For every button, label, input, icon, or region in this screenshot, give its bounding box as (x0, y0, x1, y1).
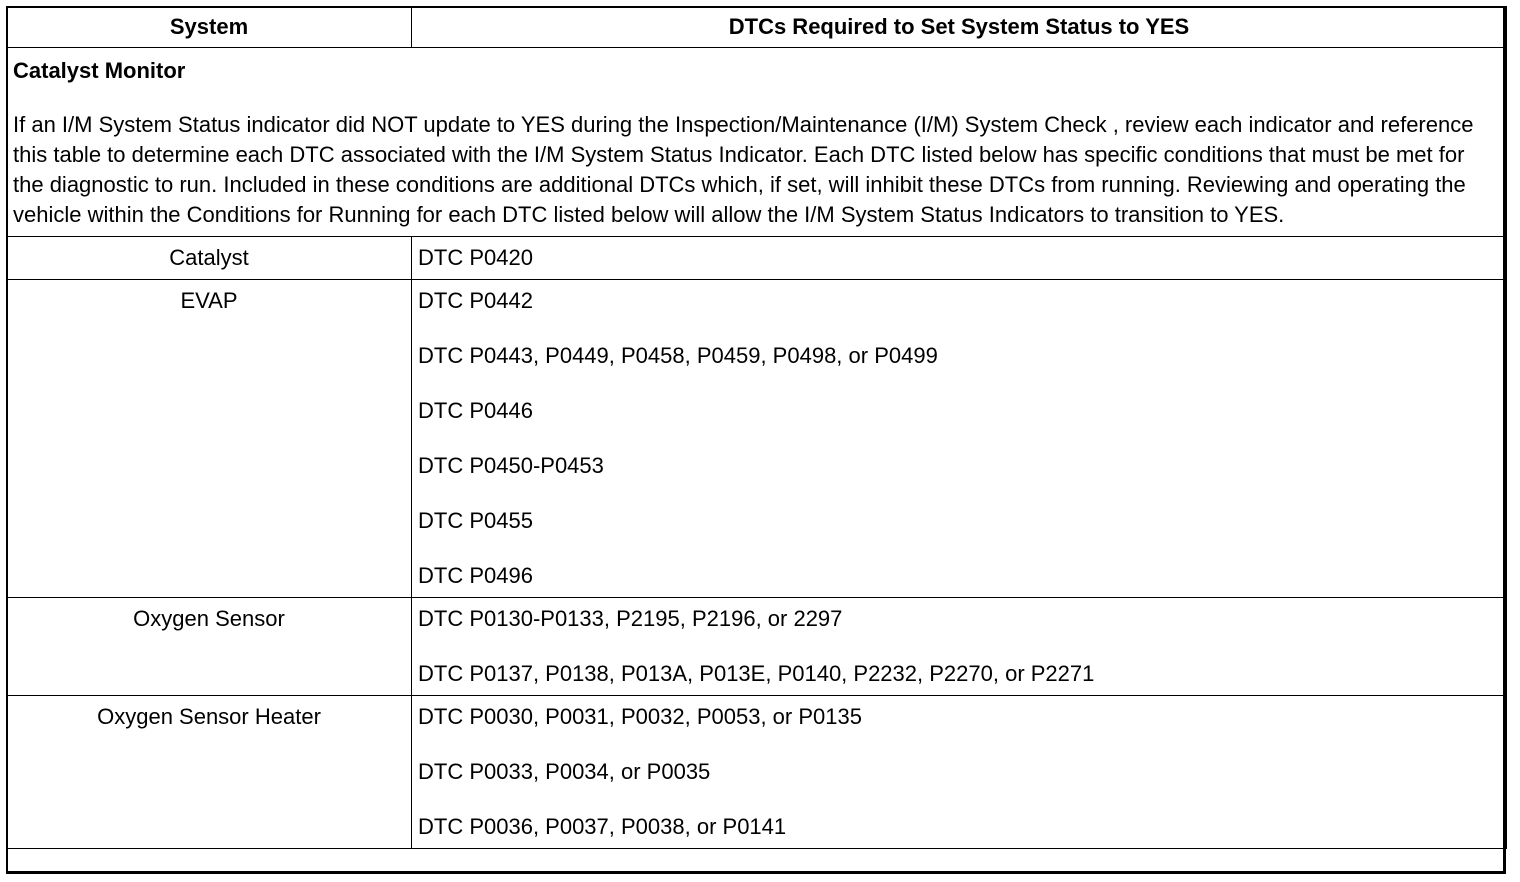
dtc-entry: DTC P0442 (418, 288, 533, 313)
dtc-entry: DTC P0137, P0138, P013A, P013E, P0140, P2232, P2270, or P2271 (418, 661, 1095, 686)
section-title: Catalyst Monitor (13, 58, 186, 83)
system-cell: Oxygen Sensor Heater (7, 696, 412, 849)
header-dtcs: DTCs Required to Set System Status to YES (412, 7, 1507, 48)
dtc-entry: DTC P0450-P0453 (418, 453, 604, 478)
dtc-entry: DTC P0130-P0133, P2195, P2196, or 2297 (418, 606, 843, 631)
dtc-entry: DTC P0033, P0034, or P0035 (418, 759, 711, 784)
dtc-entry: DTC P0443, P0449, P0458, P0459, P0498, or P0499 (418, 343, 938, 368)
system-cell: EVAP (7, 280, 412, 598)
dtc-entry: DTC P0420 (418, 245, 533, 270)
section-description: If an I/M System Status indicator did NOT update to YES during the Inspection/Maintenance (I/M) System Check , review each indicator and reference this table to determine each DTC associated with the I/M System Status Indicator. Each DTC listed below has specific conditions that must be met for the diagnostic to run. Included in these conditions are additional DTCs which, if set, will inhibit these DTCs from running. Reviewing and operating the vehicle within the Conditions for Running for each DTC listed below will allow the I/M System Status Indicators to transition to YES. (13, 112, 1474, 227)
table-outer-border (6, 6, 1506, 874)
dtc-entry: DTC P0030, P0031, P0032, P0053, or P0135 (418, 704, 862, 729)
dtc-entry: DTC P0455 (418, 508, 533, 533)
dtc-entry: DTC P0446 (418, 398, 533, 423)
system-cell: Catalyst (7, 237, 412, 280)
header-system: System (7, 7, 412, 48)
dtc-entry: DTC P0496 (418, 563, 533, 588)
dtc-entry: DTC P0036, P0037, P0038, or P0141 (418, 814, 787, 839)
system-cell: Oxygen Sensor (7, 598, 412, 696)
